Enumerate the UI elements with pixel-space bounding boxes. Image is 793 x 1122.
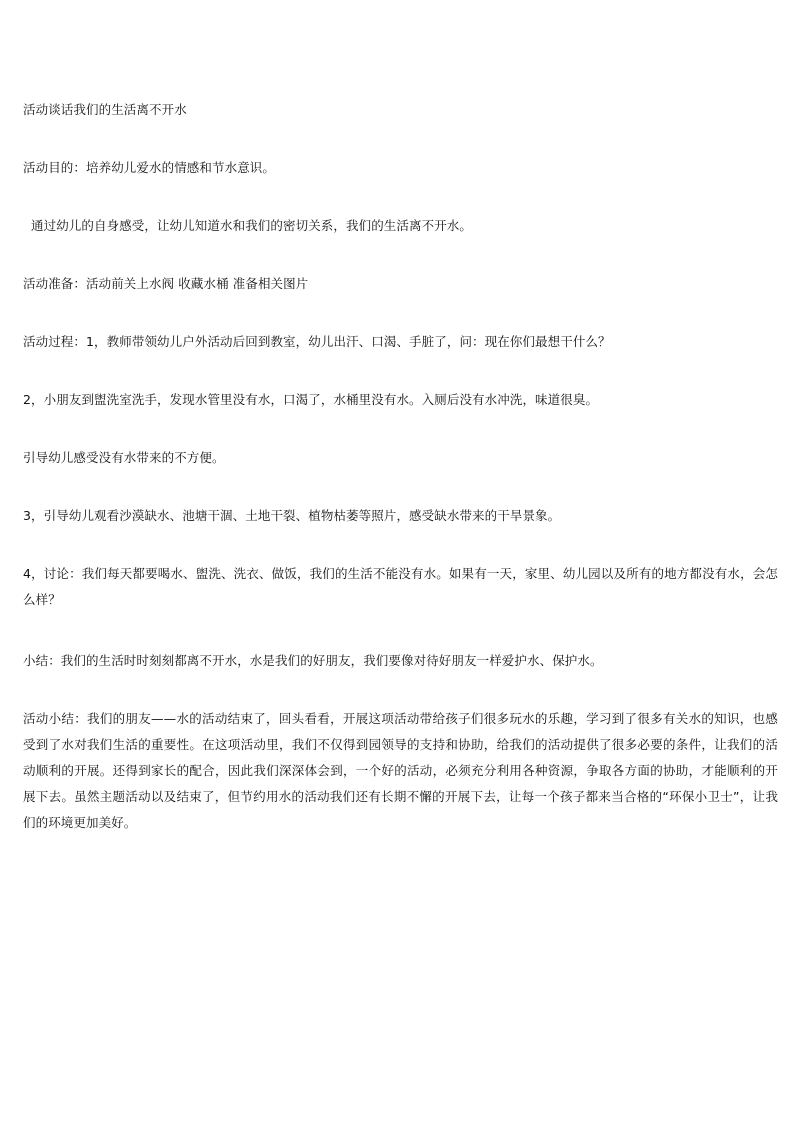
document-title: 活动谈话我们的生活离不开水 bbox=[23, 102, 187, 117]
paragraph-process-step-3: 3，引导幼儿观看沙漠缺水、池塘干涸、土地干裂、植物枯萎等照片，感受缺水带来的干旱景象。 bbox=[23, 508, 561, 523]
paragraph-preparation: 活动准备：活动前关上水阀 收藏水桶 准备相关图片 bbox=[23, 276, 309, 291]
paragraph-process-step-2: 2，小朋友到盥洗室洗手，发现水管里没有水，口渴了，水桶里没有水。入厕后没有水冲洗，味道很臭。 bbox=[23, 392, 599, 407]
paragraph-activity-summary: 活动小结：我们的朋友——水的活动结束了，回头看看，开展这项活动带给孩子们很多玩水的乐趣，学习到了很多有关水的知识，也感受到了水对我们生活的重要性。在这项活动里，我们不仅得到园领导的支持和协助，给我们的活动提供了很多必要的条件，让我们的活动顺利的开展。还得到家长的配合，因此我们深深体会到，一个好的活动，必须充分利用各种资源，争取各方面的协助，才能顺利的开展下去。虽然主题活动以及结束了，但节约用水的活动我们还有长期不懈的开展下去，让每一个孩子都来当合格的“环保小卫士”，让我们的环境更加美好。 bbox=[23, 711, 778, 830]
paragraph-activity-goal: 活动目的：培养幼儿爱水的情感和节水意识。 bbox=[23, 160, 276, 175]
paragraph-summary: 小结：我们的生活时时刻刻都离不开水，水是我们的好朋友，我们要像对待好朋友一样爱护水、保护水。 bbox=[23, 653, 603, 668]
paragraph-process-step-1: 活动过程：1，教师带领幼儿户外活动后回到教室，幼儿出汗、口渴、手脏了，问：现在你们最想干什么？ bbox=[23, 334, 611, 349]
paragraph-guide-inconvenience: 引导幼儿感受没有水带来的不方便。 bbox=[23, 450, 225, 465]
paragraph-goal-detail: 通过幼儿的自身感受，让幼儿知道水和我们的密切关系，我们的生活离不开水。 bbox=[31, 218, 473, 233]
paragraph-discussion-step-4: 4，讨论：我们每天都要喝水、盥洗、洗衣、做饭，我们的生活不能没有水。如果有一天，家里、幼儿园以及所有的地方都没有水，会怎么样？ bbox=[23, 566, 778, 607]
document-body bbox=[23, 100, 778, 874]
